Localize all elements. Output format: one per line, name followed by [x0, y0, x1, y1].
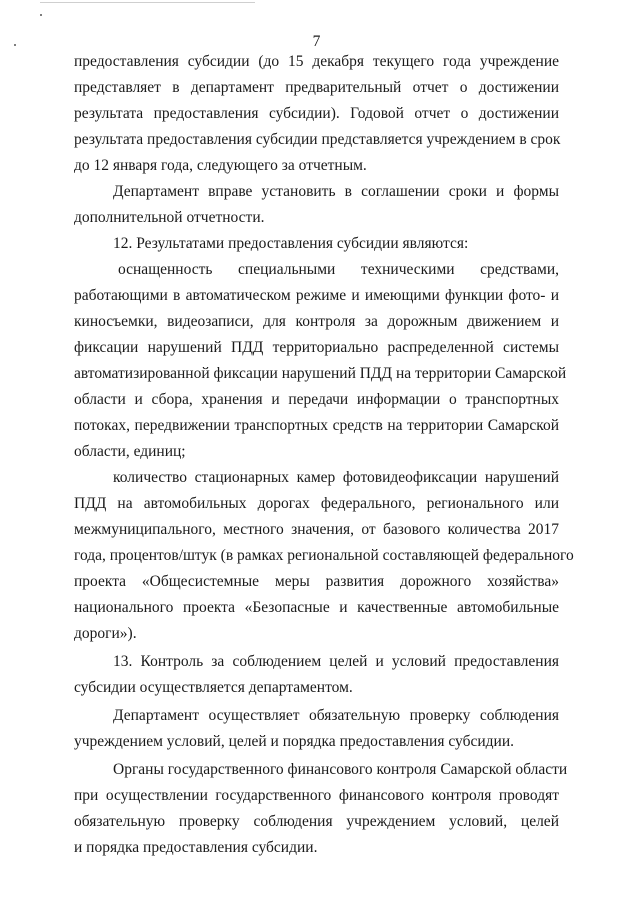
paragraph-first-line: Департамент вправе установить в соглашении сроки и формы [113, 183, 559, 200]
text-line: национального проекта «Безопасные и качественные автомобильные [74, 599, 559, 616]
text-line: до 12 января года, следующего за отчетным. [74, 157, 367, 174]
text-line: обязательную проверку соблюдения учреждением условий, целей [74, 813, 559, 830]
text-line: и порядка предоставления субсидии. [74, 839, 318, 856]
text-line: области, единиц; [74, 443, 186, 460]
scan-edge-line [40, 2, 255, 3]
text-line: ПДД на автомобильных дорогах федерального, регионального или [74, 495, 559, 512]
text-line: проекта «Общесистемные меры развития дорожного хозяйства» [74, 573, 559, 590]
text-line: при осуществлении государственного финансового контроля проводят [74, 787, 559, 804]
text-line: области и сбора, хранения и передачи информации о транспортных [74, 391, 559, 408]
text-line: представляет в департамент предварительный отчет о достижении [74, 79, 559, 96]
text-line: результата предоставления субсидии представляется учреждением в срок [74, 131, 561, 148]
text-line: учреждением условий, целей и порядка предоставления субсидии. [74, 733, 514, 750]
section-heading-13: 13. Контроль за соблюдением целей и условий предоставления [113, 653, 559, 670]
page-number: 7 [312, 33, 321, 50]
paragraph-first-line: количество стационарных камер фотовидеофиксации нарушений [113, 469, 559, 486]
section-heading-12: 12. Результатами предоставления субсидии являются: [113, 235, 469, 252]
scan-speck [40, 14, 42, 16]
text-line: межмуниципального, местного значения, от базового количества 2017 [74, 521, 559, 538]
text-line: субсидии осуществляется департаментом. [74, 679, 353, 696]
text-line: года, процентов/штук (в рамках региональной составляющей федерального [74, 547, 574, 564]
paragraph-first-line: Департамент осуществляет обязательную проверку соблюдения [113, 707, 559, 724]
text-line: дополнительной отчетности. [74, 209, 265, 226]
text-line: предоставления субсидии (до 15 декабря текущего года учреждение [74, 53, 559, 70]
paragraph-first-line: Органы государственного финансового контроля Самарской области [113, 761, 568, 778]
text-line: фиксации нарушений ПДД территориально распределенной системы [74, 339, 559, 356]
text-line: автоматизированной фиксации нарушений ПДД на территории Самарской [74, 365, 567, 382]
text-line: киносъемки, видеозаписи, для контроля за дорожным движением и [74, 313, 559, 330]
text-line: результата предоставления субсидии). Годовой отчет о достижении [74, 105, 559, 122]
text-line: дороги»). [74, 625, 137, 642]
paragraph-first-line: оснащенность специальными техническими средствами, [118, 261, 559, 278]
text-line: потоках, передвижении транспортных средств на территории Самарской [74, 417, 559, 434]
text-line: работающими в автоматическом режиме и имеющими функции фото- и [74, 287, 559, 304]
